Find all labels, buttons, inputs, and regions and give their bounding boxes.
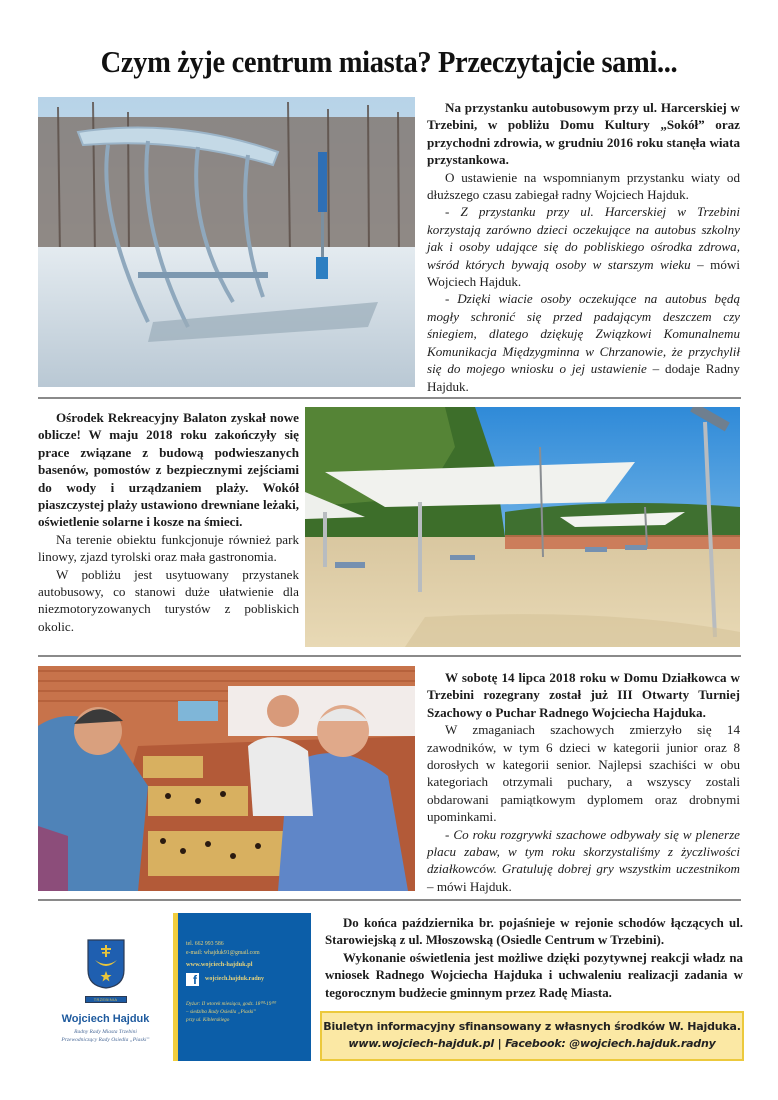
councillor-role: Radny Rady Miasta Trzebini	[74, 1029, 137, 1035]
trzebinia-crest-icon	[86, 938, 126, 990]
councillor-name: Wojciech Hajduk	[61, 1013, 150, 1025]
page-title: Czym żyje centrum miasta? Przeczytajcie sami...	[100, 44, 678, 79]
article-quote-paragraph	[427, 290, 740, 394]
section-divider	[38, 397, 741, 399]
chess-tournament-photo	[38, 666, 415, 891]
facebook-handle: wojciech.hajduk.radny	[205, 976, 265, 983]
lighting-notice	[325, 915, 743, 1002]
duty-hours-line: Dyżur: II wtorek miesiąca, godz. 18⁰⁰-19⁰⁰	[186, 1000, 276, 1007]
banner-funding-text: Biuletyn informacyjny sfinansowany z własnych środków W. Hajduka.	[323, 1020, 741, 1033]
duty-hours-line: przy ul. Kiblerskiego	[186, 1016, 230, 1023]
bus-shelter-article	[427, 99, 740, 395]
quote-attribution: – mówi Hajduk.	[427, 878, 512, 894]
quote-text: - Z przystanku przy ul. Harcerskiej w Trzebini korzystają zarówno dzieci oczekujące na autobus szkolny jak i osoby udające się do pobliskiego ośrodka zdrowa, wśród których bywają osoby w starszym wieku	[427, 204, 740, 272]
article-paragraph: Na terenie obiektu funkcjonuje również park linowy, zjazd tyrolski oraz mała gastronomia.	[38, 531, 299, 565]
article-lead: W sobotę 14 lipca 2018 roku w Domu Działkowca w Trzebini rozegrany został już III Otwarty Turniej Szachowy o Puchar Radnego Wojciecha Hajduka.	[427, 670, 740, 720]
article-quote-paragraph	[427, 203, 740, 290]
bus-shelter-photo	[38, 97, 415, 387]
facebook-link[interactable]	[186, 973, 311, 986]
quote-text: - Dzięki wiacie osoby oczekujące na autobus będą mogły schronić się przed padającym deszczem czy śniegiem, dlatego dziękuję Związkowi Komunalnemu Komunikacja Międzygminna w Chrzanowie, że przychylił się do mojego wniosku o jej ustawienie	[427, 291, 740, 377]
quote-attribution: – mówi Wojciech Hajduk.	[427, 256, 740, 290]
article-lead: Na przystanku autobusowym przy ul. Harcerskiej w Trzebini, w pobliżu Domu Kultury „Sokół” oraz przychodni zdrowia, w grudniu 2016 roku stanęła wiata przystankowa.	[427, 100, 740, 168]
councillor-logo	[48, 930, 163, 1044]
notice-paragraph: Wykonanie oświetlenia jest możliwe dzięki pozytywnej reakcji władz na wniosek Radnego Wojciecha Hajduka i uchwaleniu realizacji zadania w tegorocznym budżecie gminnym przez Radę Miasta.	[325, 950, 743, 1000]
contact-email[interactable]: e-mail: whajduk91@gmail.com	[186, 949, 260, 956]
duty-hours-line: – siedziba Rady Osiedla „Piaski”	[186, 1008, 257, 1015]
section-divider	[38, 655, 741, 657]
contact-card	[173, 913, 311, 1061]
article-paragraph: O ustawienie na wspomnianym przystanku wiaty od dłuższego czasu zabiegał radny Wojciech Hajduk.	[427, 169, 740, 203]
balaton-beach-photo	[305, 407, 740, 647]
banner-links-text[interactable]: www.wojciech-hajduk.pl | Facebook: @wojciech.hajduk.radny	[348, 1037, 716, 1050]
article-paragraph: W pobliżu jest usytuowany przystanek autobusowy, co stanowi duże ułatwienie dla niezmotoryzowanych turystów z pobliskich okolic.	[38, 566, 299, 634]
contact-phone: tel. 662 993 586	[186, 941, 224, 947]
crest-label: TRZEBINIA	[85, 996, 127, 1003]
duty-hours	[186, 1000, 311, 1024]
section-divider	[38, 899, 741, 901]
funding-banner	[320, 1011, 744, 1061]
article-paragraph: W zmaganiach szachowych zmierzyło się 14 zawodników, w tym 6 dzieci w kategorii junior oraz 8 dorosłych w kategorii senior. Najlepsi szachiści w obu kategoriach otrzymali puchary, a wszyscy zostali obdarowani pamiątkowym dyplomem oraz drobnymi upominkami.	[427, 722, 740, 825]
quote-attribution: – dodaje Radny Hajduk.	[427, 361, 740, 394]
contact-website[interactable]: www.wojciech-hajduk.pl	[186, 961, 253, 969]
chess-article	[427, 669, 740, 895]
article-lead: Ośrodek Rekreacyjny Balaton zyskał nowe oblicze! W maju 2018 roku zakończyły się prace związane z budową podwieszanych basenów, pomostów z bezpiecznymi zejściami do wody i urządzaniem plaży. Wokół piaszczystej plaży ustawiono drewniane leżaki, oświetlenie solarne i kosze na śmieci.	[38, 410, 299, 530]
balaton-article	[38, 409, 299, 635]
facebook-icon: f	[186, 973, 199, 986]
article-quote-paragraph	[427, 826, 740, 896]
notice-paragraph: Do końca października br. pojaśnieje w rejonie schodów łączących ul. Starowiejską z ul. Młoszowską (Osiedle Centrum w Trzebini).	[325, 916, 743, 948]
councillor-role-secondary: Przewodniczący Rady Osiedla „Piaski”	[61, 1037, 150, 1043]
quote-text: - Co roku rozgrywki szachowe odbywały się w plenerze placu zabaw, w tym roku skorzystaliśmy z życzliwości działkowców. Gratuluję dobrej gry wszystkim uczestnikom	[427, 826, 740, 877]
